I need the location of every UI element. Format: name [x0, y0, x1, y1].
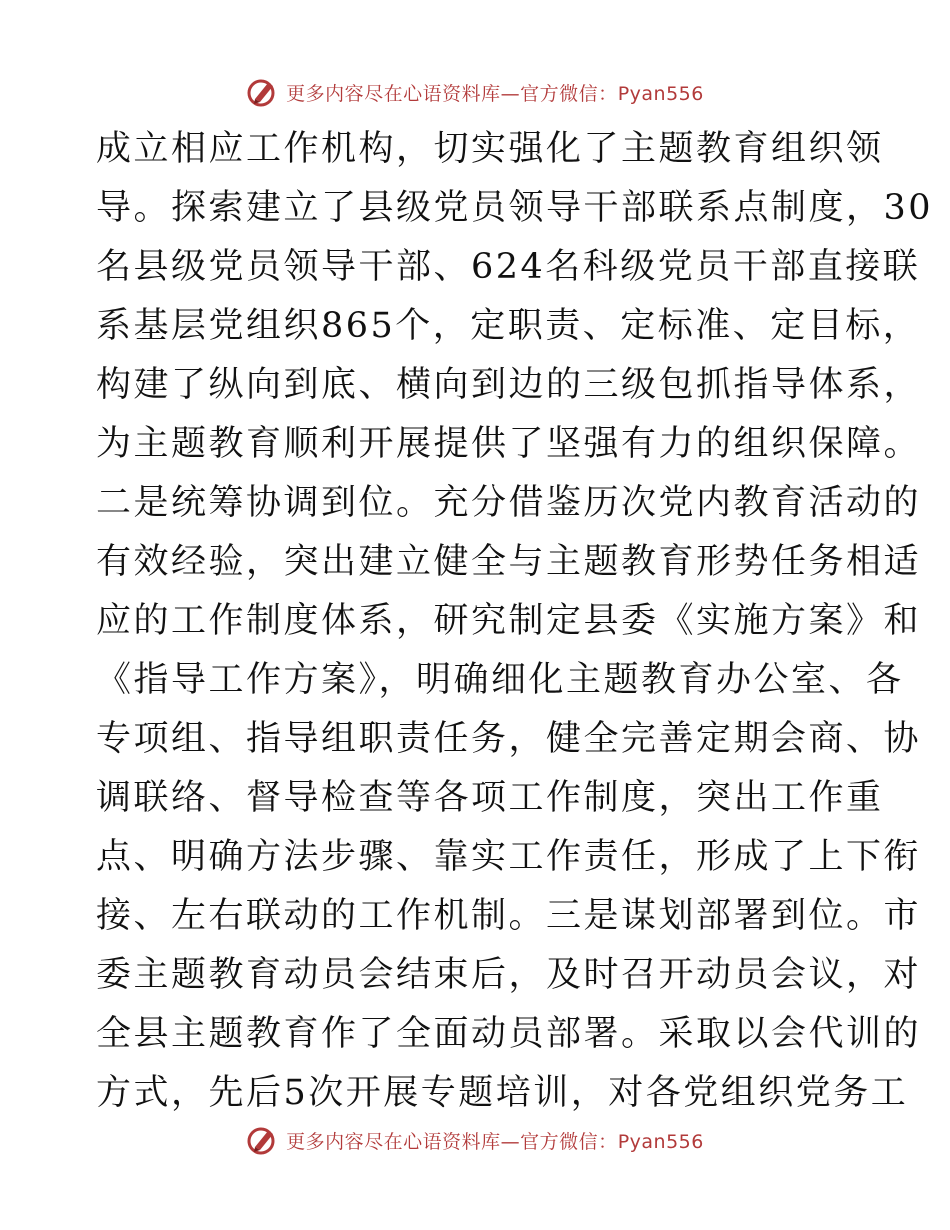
header-banner-slogan: 更多内容尽在心语资料库 [286, 82, 501, 105]
text-line: 应的工作制度体系，研究制定县委《实施方案》和 [96, 601, 922, 641]
footer-banner-contact-handle: Pyan556 [617, 1130, 704, 1153]
text-line: 有效经验，突出建立健全与主题教育形势任务相适 [96, 542, 922, 582]
header-banner-contact-handle: Pyan556 [617, 82, 704, 105]
document-body [96, 120, 934, 1123]
text-line: 成立相应工作机构，切实强化了主题教育组织领 [96, 129, 884, 169]
header-banner-contact-label: 官方微信： [520, 82, 618, 105]
header-banner [0, 72, 950, 112]
red-circle-pen-logo-icon [246, 75, 280, 109]
footer-banner-slogan: 更多内容尽在心语资料库 [286, 1130, 501, 1153]
text-line: 二是统筹协调到位。充分借鉴历次党内教育活动的 [96, 483, 922, 523]
text-line: 《指导工作方案》，明确细化主题教育办公室、各 [96, 660, 904, 700]
text-line: 专项组、指导组职责任务，健全完善定期会商、协 [96, 719, 922, 759]
red-circle-pen-logo-icon [246, 1123, 280, 1157]
footer-banner-text [286, 1127, 704, 1154]
text-line: 全县主题教育作了全面动员部署。采取以会代训的 [96, 1014, 922, 1054]
header-banner-separator: — [500, 82, 521, 105]
text-line: 导。探索建立了县级党员领导干部联系点制度，30 [96, 188, 934, 228]
footer-banner [0, 1120, 950, 1160]
text-line: 委主题教育动员会结束后，及时召开动员会议，对 [96, 955, 922, 995]
text-line: 点、明确方法步骤、靠实工作责任，形成了上下衔 [96, 837, 922, 877]
footer-banner-contact-label: 官方微信： [520, 1130, 618, 1153]
footer-banner-separator: — [500, 1130, 521, 1153]
text-line: 接、左右联动的工作机制。三是谋划部署到位。市 [96, 896, 922, 936]
header-banner-text [286, 79, 704, 106]
text-line: 构建了纵向到底、横向到边的三级包抓指导体系， [96, 365, 922, 405]
text-line: 调联络、督导检查等各项工作制度，突出工作重 [96, 778, 884, 818]
text-line: 名县级党员领导干部、624名科级党员干部直接联 [96, 247, 921, 287]
text-line: 系基层党组织865个，定职责、定标准、定目标， [96, 306, 921, 346]
text-line: 为主题教育顺利开展提供了坚强有力的组织保障。 [96, 424, 922, 464]
text-line: 方式，先后5次开展专题培训，对各党组织党务工 [96, 1073, 909, 1113]
